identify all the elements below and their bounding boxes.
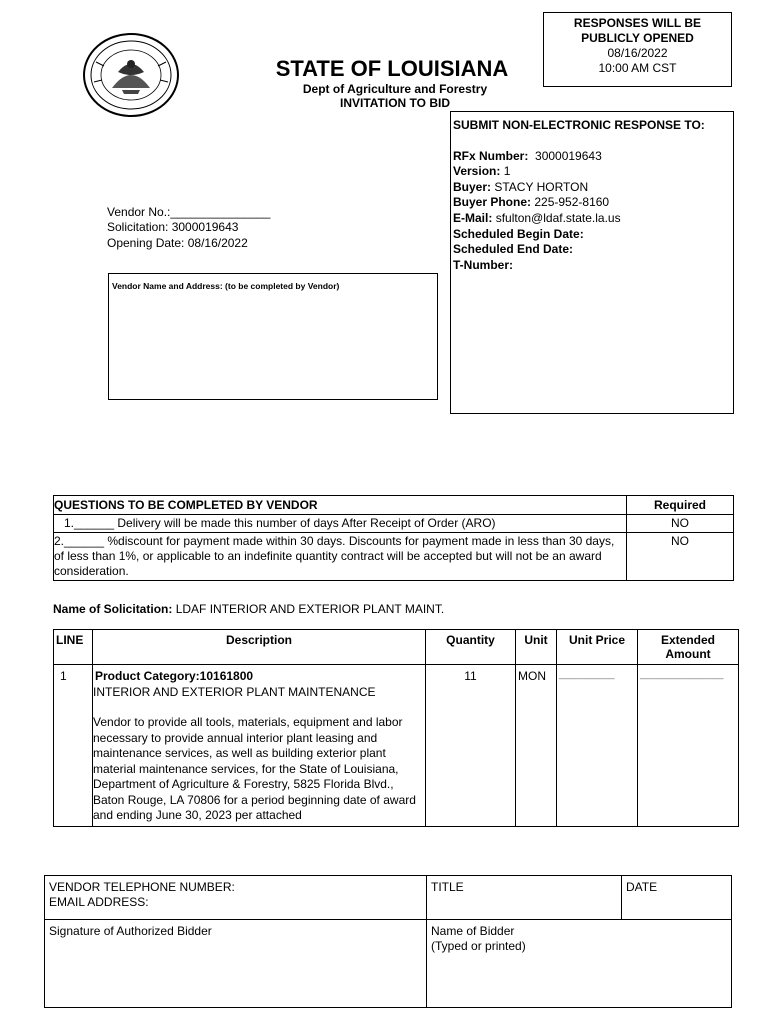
buyer-phone-label: Buyer Phone: bbox=[453, 195, 532, 210]
item-description bbox=[93, 665, 426, 827]
vendor-telephone-label: VENDOR TELEPHONE NUMBER: bbox=[49, 880, 235, 894]
solicitation-name-label: Name of Solicitation: bbox=[53, 602, 173, 616]
signature-cell[interactable] bbox=[45, 920, 427, 1008]
email-address-label: EMAIL ADDRESS: bbox=[49, 895, 149, 909]
email-label: E-Mail: bbox=[453, 210, 493, 225]
solicitation-name-value: LDAF INTERIOR AND EXTERIOR PLANT MAINT. bbox=[175, 602, 445, 616]
required-value-2: NO bbox=[627, 533, 734, 581]
solicitation-name bbox=[53, 602, 444, 616]
opening-date: 08/16/2022 bbox=[607, 46, 668, 60]
item-category: Product Category:10161800 bbox=[95, 669, 254, 683]
responses-opened-box bbox=[543, 12, 732, 87]
vendor-name-address-label: Vendor Name and Address: (to be completed by Vendor) bbox=[112, 281, 340, 291]
buyer-phone-value: 225-952-8160 bbox=[534, 195, 610, 210]
item-title: INTERIOR AND EXTERIOR PLANT MAINTENANCE bbox=[93, 684, 376, 699]
opening-time: 10:00 AM CST bbox=[598, 61, 677, 75]
end-date-label: Scheduled End Date: bbox=[453, 242, 574, 257]
page-title: STATE OF LOUISIANA bbox=[275, 56, 509, 81]
version-label: Version: bbox=[453, 164, 501, 179]
date-label: DATE bbox=[626, 880, 658, 894]
item-detail: Vendor to provide all tools, materials, equipment and labor necessary to provide annual interior plant leasing and maintenance services, as well as building exterior plant material maintenance services, for the State of Louisiana, Department of Agriculture & Forestry, 5825 Florida Blvd., Baton Rouge, LA 70806 for a period beginning date of award and ending June 30, 2023 per attached bbox=[93, 715, 416, 822]
t-number-label: T-Number: bbox=[453, 257, 513, 272]
opening-date-label: Opening Date: 08/16/2022 bbox=[107, 236, 248, 250]
begin-date-label: Scheduled Begin Date: bbox=[453, 226, 584, 241]
bidder-name-label: Name of Bidder bbox=[431, 924, 515, 938]
unit-price-field[interactable]: __________ bbox=[557, 665, 638, 827]
bidder-name-cell[interactable] bbox=[427, 920, 732, 1008]
title-label: TITLE bbox=[431, 880, 464, 894]
col-line: LINE bbox=[54, 630, 93, 665]
department-name: Dept of Agriculture and Forestry bbox=[302, 82, 488, 96]
item-line-number: 1 bbox=[54, 665, 93, 827]
extended-amount-field[interactable]: _______________ bbox=[638, 665, 739, 827]
vendor-number: Vendor No.:_______________ bbox=[107, 205, 271, 219]
required-value-1: NO bbox=[627, 515, 734, 533]
solicitation-number: Solicitation: 3000019643 bbox=[107, 220, 239, 234]
version-value: 1 bbox=[503, 164, 511, 179]
col-extended-amount: Extended Amount bbox=[638, 630, 739, 665]
table-row bbox=[54, 665, 739, 827]
questions-header: QUESTIONS TO BE COMPLETED BY VENDOR bbox=[54, 496, 627, 515]
responses-line1: RESPONSES WILL BE bbox=[573, 16, 702, 30]
email-value[interactable]: sfulton@ldaf.state.la.us bbox=[495, 210, 621, 225]
invitation-to-bid: INVITATION TO BID bbox=[340, 96, 450, 110]
date-cell[interactable] bbox=[622, 876, 732, 920]
required-header: Required bbox=[627, 496, 734, 515]
question-row-1: 1.______ Delivery will be made this number of days After Receipt of Order (ARO) bbox=[54, 515, 627, 533]
title-cell[interactable] bbox=[427, 876, 622, 920]
col-unit-price: Unit Price bbox=[557, 630, 638, 665]
line-items-table bbox=[53, 629, 739, 827]
rfx-label: RFx Number: bbox=[453, 148, 529, 163]
col-unit: Unit bbox=[516, 630, 557, 665]
buyer-value: STACY HORTON bbox=[494, 179, 589, 194]
submit-title: SUBMIT NON-ELECTRONIC RESPONSE TO: bbox=[453, 118, 705, 132]
vendor-contact-cell[interactable] bbox=[45, 876, 427, 920]
signature-label: Signature of Authorized Bidder bbox=[49, 924, 212, 938]
typed-printed-label: (Typed or printed) bbox=[431, 939, 526, 953]
item-quantity: 11 bbox=[426, 665, 516, 827]
col-quantity: Quantity bbox=[426, 630, 516, 665]
item-unit: MON bbox=[516, 665, 557, 827]
questions-table bbox=[53, 495, 734, 581]
submit-response-box bbox=[450, 111, 734, 414]
col-description: Description bbox=[93, 630, 426, 665]
question-row-2: 2.______ %discount for payment made within 30 days. Discounts for payment made in less than 30 days, of less than 1%, or applicable to an indefinite quantity contract will be accepted but will not be an award consideration. bbox=[54, 533, 627, 581]
rfx-value: 3000019643 bbox=[535, 148, 602, 163]
buyer-label: Buyer: bbox=[453, 179, 492, 194]
signature-table bbox=[44, 875, 732, 1008]
vendor-name-address-box[interactable] bbox=[108, 273, 438, 400]
responses-line2: PUBLICLY OPENED bbox=[581, 31, 694, 45]
